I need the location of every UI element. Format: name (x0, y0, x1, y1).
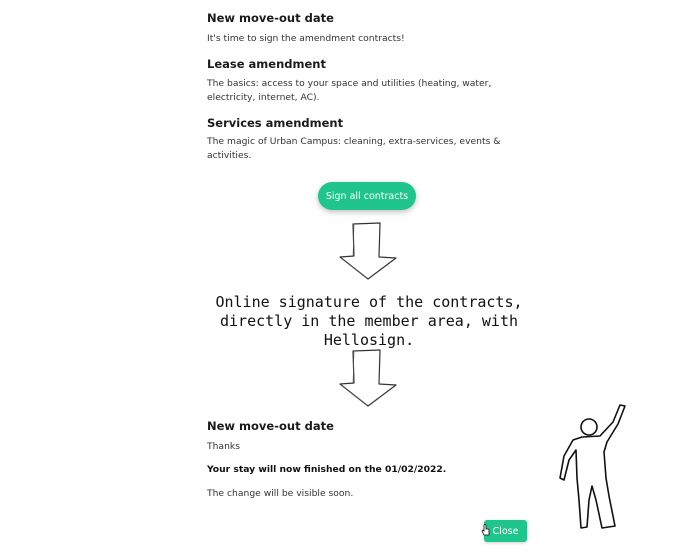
down-arrow-icon (336, 348, 400, 410)
step1-subtitle: It's time to sign the amendment contracts! (207, 33, 405, 44)
services-amendment-title: Services amendment (207, 116, 344, 130)
hellosign-caption: Online signature of the contracts, directly in the member area, with Hellosign. (215, 293, 523, 349)
lease-amendment-desc: The basics: access to your space and utilities (heating, water, electricity, internet, AC). (207, 78, 492, 103)
person-waving-icon (556, 400, 632, 534)
close-button[interactable]: Close (484, 520, 527, 542)
sign-all-contracts-button[interactable]: Sign all contracts (318, 182, 416, 210)
step1-title: New move-out date (207, 11, 334, 25)
services-amendment-desc: The magic of Urban Campus: cleaning, extra-services, events & activities. (207, 136, 501, 161)
down-arrow-icon (336, 221, 400, 283)
thanks-text: Thanks (207, 441, 240, 452)
change-visible-message: The change will be visible soon. (207, 488, 354, 499)
mouse-cursor-icon (481, 524, 491, 536)
step2-title: New move-out date (207, 419, 334, 433)
stay-end-message: Your stay will now finished on the 01/02/2022. (207, 464, 447, 475)
lease-amendment-title: Lease amendment (207, 57, 326, 71)
